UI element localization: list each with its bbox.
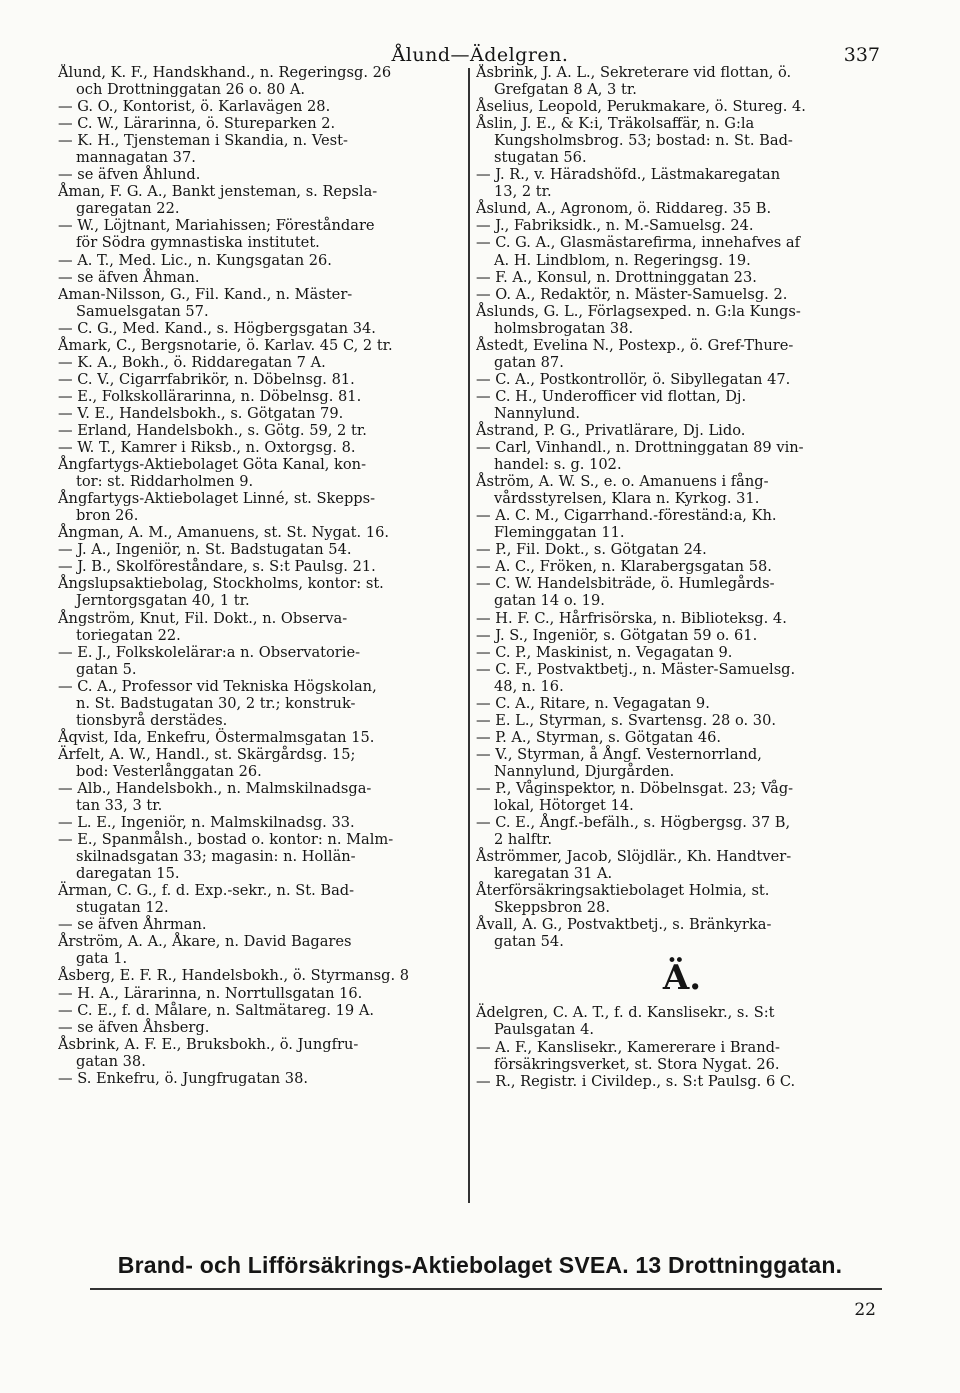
directory-entry-line: — C. W. Handelsbiträde, ö. Humlegårds- [476,575,775,593]
directory-entry-line: — Erland, Handelsbokh., s. Götg. 59, 2 tr. [58,421,367,439]
directory-entry-line: — G. O., Kontorist, ö. Karlavägen 28. [58,98,331,116]
directory-entry-line: — E., Spanmålsh., bostad o. kontor: n. Malm- [58,831,394,849]
directory-entry-line: Åslunds, G. L., Förlagsexped. n. G:la Kungs- [476,302,801,320]
directory-entry-line: Kungsholmsbrog. 53; bostad: n. St. Bad- [494,132,793,150]
directory-entry-line: — W. T., Kamrer i Riksb., n. Oxtorgsg. 8. [58,439,356,457]
directory-entry-line: Nannylund. [494,404,580,422]
page-number: 337 [843,44,880,66]
directory-entry-line: gatan 14 o. 19. [494,592,605,610]
directory-entry-line: — C. E., Ångf.-befälh., s. Högbergsg. 37 B, [476,814,791,832]
directory-entry-line: — C. V., Cigarrfabrikör, n. Döbelnsg. 81. [58,370,355,388]
directory-entry-line: — J., Fabriksidk., n. M.-Samuelsg. 24. [476,217,754,235]
directory-entry-line: — C. G., Med. Kand., s. Högbergsgatan 34. [58,319,376,337]
directory-entry-line: Åvall, A. G., Postvaktbetj., s. Bränkyrka- [476,916,772,934]
directory-entry-line: Åsbrink, J. A. L., Sekreterare vid flottan, ö. [476,64,792,81]
directory-entry-line: gatan 5. [76,660,137,678]
directory-entry-line: — C. E., f. d. Målare, n. Saltmätareg. 19 A. [58,1001,375,1019]
section-letter-heading: Ä. [662,958,702,999]
directory-entry-line: — A. C. M., Cigarrhand.-föreständ:a, Kh. [476,507,777,525]
directory-entry-line: — J. A., Ingeniör, n. St. Badstugatan 54. [58,541,352,559]
directory-entry-line: tionsbyrå derstädes. [76,711,228,729]
directory-entry-line: Fleminggatan 11. [494,524,625,542]
directory-entry-line: — C. H., Underofficer vid flottan, Dj. [476,387,747,405]
directory-entry-line: Skeppsbron 28. [494,899,611,917]
directory-entry-line: — H. A., Lärarinna, n. Norrtullsgatan 16. [58,984,363,1002]
directory-entry-line: 2 halftr. [494,831,552,849]
directory-entry-line: lokal, Hötorget 14. [494,797,634,815]
directory-entry-line: — R., Registr. i Civildep., s. S:t Paulsg. 6 C. [476,1072,796,1090]
directory-entry-line: — J. R., v. Häradshöfd., Lästmakaregatan [476,166,781,184]
directory-entry-line: — E. L., Styrman, s. Svartensg. 28 o. 30. [476,711,776,729]
directory-entry-line: A. H. Lindblom, n. Regeringsg. 19. [494,251,751,269]
directory-entry-line: — L. E., Ingeniör, n. Malmskilnadsg. 33. [58,814,355,832]
directory-entry-line: — se äfven Åhsberg. [58,1018,210,1036]
directory-entry-line: — E., Folkskollärarinna, n. Döbelnsg. 81. [58,387,362,405]
directory-entry-line: Grefgatan 8 A, 3 tr. [494,81,637,99]
directory-entry-line: Åselius, Leopold, Perukmakare, ö. Stureg. 4. [476,98,806,116]
directory-entry-line: — P., Fil. Dokt., s. Götgatan 24. [476,541,707,559]
directory-entry-line: gatan 38. [76,1052,146,1070]
directory-entry-line: n. St. Badstugatan 30, 2 tr.; konstruk- [76,694,356,712]
directory-entry-line: försäkringsverket, st. Stora Nygat. 26. [494,1055,780,1073]
directory-entry-line: Paulsgatan 4. [494,1021,594,1039]
directory-entry-line: Jerntorgsgatan 40, 1 tr. [76,592,250,610]
directory-entry-line: Ärman, C. G., f. d. Exp.-sekr., n. St. Bad- [58,882,355,900]
directory-entry-line: — C. P., Maskinist, n. Vegagatan 9. [476,643,733,661]
directory-entry-line: bod: Vesterlånggatan 26. [76,762,262,780]
directory-entry-line: garegatan 22. [76,200,180,218]
directory-entry-line: Årström, A. A., Åkare, n. David Bagares [58,933,352,951]
running-head: Ålund—Ädelgren. [391,44,569,66]
signature-mark: 22 [854,1300,876,1320]
directory-entry-line: — Carl, Vinhandl., n. Drottninggatan 89 vin- [476,439,804,457]
directory-entry-line: daregatan 15. [76,865,180,883]
directory-entry-line: — Alb., Handelsbokh., n. Malmskilnadsga- [58,779,372,797]
directory-entry-line: toriegatan 22. [76,626,181,644]
directory-entry-line: — P., Våginspektor, n. Döbelnsgat. 23; Våg- [476,779,794,797]
directory-entry-line: — se äfven Åhlund. [58,166,201,184]
directory-entry-line: — J. S., Ingeniör, s. Götgatan 59 o. 61. [476,626,758,644]
directory-entry-line: Åstedt, Evelina N., Postexp., ö. Gref-Thure- [476,336,794,354]
directory-entry-line: — S. Enkefru, ö. Jungfrugatan 38. [58,1069,309,1087]
directory-entry-line: karegatan 31 A. [494,865,613,883]
directory-entry-line: Åsberg, E. F. R., Handelsbokh., ö. Styrmansg. 8 [58,967,410,985]
directory-entry-line: Ärfelt, A. W., Handl., st. Skärgårdsg. 15; [58,745,356,763]
directory-entry-line: gatan 54. [494,933,564,951]
directory-entry-line: Nannylund, Djurgården. [494,762,675,780]
directory-entry-line: — E. J., Folkskolelärar:a n. Observatorie- [58,643,361,661]
directory-entry-line: 13, 2 tr. [494,183,552,201]
directory-entry-line: stugatan 12. [76,899,169,917]
directory-entry-line: Åsbrink, A. F. E., Bruksbokh., ö. Jungfru- [58,1035,359,1053]
directory-entry-line: — C. A., Ritare, n. Vegagatan 9. [476,694,710,712]
directory-entry-line: Ålund, K. F., Handskhand., n. Regeringsg. 26 [58,64,392,81]
directory-entry-line: Ångfartygs-Aktiebolaget Göta Kanal, kon- [58,456,367,474]
directory-entry-line: Samuelsgatan 57. [76,302,209,320]
directory-entry-line: skilnadsgatan 33; magasin: n. Hollän- [76,848,356,866]
directory-entry-line: Ädelgren, C. A. T., f. d. Kanslisekr., s. S:t [476,1004,775,1022]
directory-entry-line: — C. W., Lärarinna, ö. Stureparken 2. [58,115,336,133]
directory-entry-line: — O. A., Redaktör, n. Mäster-Samuelsg. 2. [476,285,788,303]
directory-entry-line: — K. H., Tjensteman i Skandia, n. Vest- [58,132,348,150]
directory-entry-line: — C. A., Professor vid Tekniska Högskolan, [58,677,377,695]
column-divider [468,68,470,1203]
directory-entry-line: stugatan 56. [494,149,587,167]
directory-entry-line: gatan 87. [494,353,564,371]
directory-entry-line: Åmark, C., Bergsnotarie, ö. Karlav. 45 C, 2 tr. [58,336,393,354]
footer-divider [90,1288,882,1290]
directory-entry-line: — A. F., Kanslisekr., Kamererare i Brand- [476,1038,780,1056]
directory-columns [58,64,888,1244]
directory-entry-line: och Drottninggatan 26 o. 80 A. [76,81,306,99]
directory-entry-line: — V., Styrman, å Ångf. Vesternorrland, [476,745,762,763]
directory-entry-line: Ångslupsaktiebolag, Stockholms, kontor: st. [58,575,384,593]
directory-entry-line: — C. G. A., Glasmästarefirma, innehafves af [476,234,800,252]
directory-entry-line: handel: s. g. 102. [494,456,622,474]
directory-entry-line: Återförsäkringsaktiebolaget Holmia, st. [476,882,770,900]
directory-entry-line: bron 26. [76,507,139,525]
directory-entry-line: Ångfartygs-Aktiebolaget Linné, st. Skepps- [58,490,376,508]
directory-entry-line: tan 33, 3 tr. [76,797,163,815]
directory-entry-line: — se äfven Åhman. [58,268,200,286]
footer-advertisement: Brand- och Lifförsäkrings-Aktiebolaget SVEA. 13 Drottninggatan. [117,1252,843,1278]
directory-entry-line: Åqvist, Ida, Enkefru, Östermalmsgatan 15. [58,728,375,746]
directory-entry-line: — K. A., Bokh., ö. Riddaregatan 7 A. [58,353,326,371]
directory-entry-line: — C. A., Postkontrollör, ö. Sibyllegatan 47. [476,370,791,388]
left-column [58,64,468,1087]
directory-entry-line: 48, n. 16. [494,677,564,695]
directory-entry-line: Ångman, A. M., Amanuens, st. St. Nygat. 16. [58,524,390,542]
directory-entry-line: Åstrand, P. G., Privatlärare, Dj. Lido. [476,421,746,439]
directory-entry-line: — F. A., Konsul, n. Drottninggatan 23. [476,268,757,286]
directory-entry-line: — W., Löjtnant, Mariahissen; Föreståndare [58,217,375,235]
directory-entry-line: vårdsstyrelsen, Klara n. Kyrkog. 31. [494,490,760,508]
directory-entry-line: — J. B., Skolföreståndare, s. S:t Paulsg. 21. [58,558,376,576]
directory-entry-line: gata 1. [76,950,128,968]
directory-entry-line: Åslin, J. E., & K:i, Träkolsaffär, n. G:la [476,115,755,133]
directory-entry-line: Åströmmer, Jacob, Slöjdlär., Kh. Handtver- [476,848,792,866]
directory-entry-line: — A. T., Med. Lic., n. Kungsgatan 26. [58,251,332,269]
directory-entry-line: — se äfven Åhrman. [58,916,207,934]
directory-entry-line: Ångström, Knut, Fil. Dokt., n. Observa- [58,609,348,627]
directory-entry-line: — P. A., Styrman, s. Götgatan 46. [476,728,722,746]
directory-entry-line: — V. E., Handelsbokh., s. Götgatan 79. [58,404,344,422]
directory-entry-line: mannagatan 37. [76,149,196,167]
directory-entry-line: holmsbrogatan 38. [494,319,634,337]
directory-entry-line: för Södra gymnastiska institutet. [76,234,320,252]
directory-entry-line: Åslund, A., Agronom, ö. Riddareg. 35 B. [476,200,772,218]
directory-entry-line: — A. C., Fröken, n. Klarabergsgatan 58. [476,558,772,576]
directory-entry-line: — H. F. C., Hårfrisörska, n. Biblioteksg. 4. [476,609,787,627]
directory-entry-line: tor: st. Riddarholmen 9. [76,473,254,491]
directory-entry-line: Åman, F. G. A., Bankt jensteman, s. Repsla- [58,183,378,201]
directory-entry-line: — C. F., Postvaktbetj., n. Mäster-Samuelsg. [476,660,796,678]
directory-entry-line: Aman-Nilsson, G., Fil. Kand., n. Mäster- [58,285,353,303]
directory-entry-line: Åström, A. W. S., e. o. Amanuens i fång- [476,473,769,491]
right-column [476,64,888,1090]
